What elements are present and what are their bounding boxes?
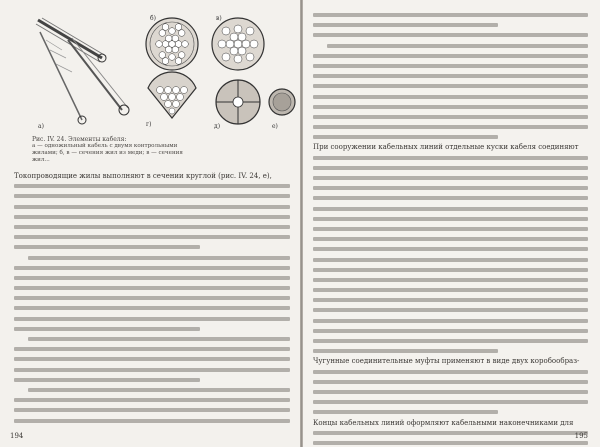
illegible-text-line bbox=[313, 153, 588, 163]
figure-label-a: а) bbox=[38, 123, 44, 130]
left-first-line: Токопроводящие жилы выполняют в сечении круглой (рис. IV. 24, е), bbox=[14, 172, 272, 180]
illegible-text-line bbox=[313, 204, 588, 214]
illegible-text-line bbox=[14, 293, 290, 303]
illegible-text-line bbox=[14, 314, 290, 324]
illegible-text-line bbox=[14, 354, 290, 364]
illegible-text-line bbox=[14, 181, 290, 191]
illegible-text-line bbox=[313, 407, 588, 417]
figure-label-b: б) bbox=[150, 15, 156, 22]
figure-label-e: е) bbox=[272, 123, 278, 130]
illegible-text-line bbox=[313, 244, 588, 254]
illegible-text-line bbox=[313, 112, 588, 122]
figure-label-d: д) bbox=[214, 123, 221, 130]
illegible-text-line bbox=[313, 387, 588, 397]
illegible-text-line bbox=[313, 71, 588, 81]
illegible-text-line bbox=[313, 92, 588, 102]
paragraph-start-kabelnye-linii: При сооружении кабельных линий отдельные куски кабеля соединяют bbox=[313, 143, 579, 152]
illegible-text-line bbox=[313, 20, 588, 30]
illegible-text-line bbox=[14, 395, 290, 405]
cable-longitudinal-view bbox=[36, 18, 129, 124]
illegible-text-line bbox=[14, 253, 290, 263]
right-page-number: 195 bbox=[574, 432, 588, 440]
illegible-text-line bbox=[313, 336, 588, 346]
figure-caption-title: Рис. IV. 24. Элементы кабеля: bbox=[32, 136, 127, 143]
illegible-text-line bbox=[313, 326, 588, 336]
illegible-text-line bbox=[313, 163, 588, 173]
illegible-text-line bbox=[14, 283, 290, 293]
illegible-text-line bbox=[313, 438, 588, 447]
figure-caption bbox=[32, 136, 190, 164]
solid-round-conductor bbox=[269, 89, 295, 115]
illegible-text-line bbox=[14, 385, 290, 395]
illegible-text-line bbox=[313, 61, 588, 71]
illegible-text-line bbox=[14, 191, 290, 201]
illegible-text-line bbox=[313, 234, 588, 244]
illegible-text-line bbox=[313, 81, 588, 91]
illegible-text-line bbox=[313, 305, 588, 315]
illegible-text-line bbox=[14, 212, 290, 222]
paragraph-start-kontsy-liniy: Концы кабельных линий оформляют кабельными наконечниками для bbox=[313, 418, 574, 427]
segmented-conductor bbox=[216, 80, 260, 124]
illegible-text-line bbox=[14, 334, 290, 344]
illegible-text-line bbox=[14, 344, 290, 354]
illegible-text-line bbox=[313, 183, 588, 193]
right-page bbox=[303, 0, 600, 447]
illegible-text-line bbox=[313, 346, 588, 356]
illegible-text-line bbox=[313, 265, 588, 275]
illegible-text-line bbox=[14, 365, 290, 375]
illegible-text-line bbox=[14, 202, 290, 212]
illegible-text-line bbox=[313, 30, 588, 40]
sector-conductor bbox=[148, 72, 196, 118]
illegible-text-line bbox=[313, 193, 588, 203]
cable-figure bbox=[32, 10, 290, 163]
illegible-text-line bbox=[313, 132, 588, 142]
left-page-body-text bbox=[14, 171, 290, 426]
stranded-round-conductor bbox=[146, 18, 198, 70]
illegible-text-line bbox=[313, 367, 588, 377]
illegible-text-line bbox=[313, 173, 588, 183]
illegible-text-line bbox=[313, 275, 588, 285]
illegible-text-line bbox=[14, 242, 290, 252]
illegible-text-line bbox=[313, 214, 588, 224]
right-page-body-text bbox=[313, 10, 588, 447]
figure-label-v: в) bbox=[216, 15, 222, 22]
illegible-text-line bbox=[313, 428, 588, 438]
illegible-text-line bbox=[313, 295, 588, 305]
illegible-text-line bbox=[313, 102, 588, 112]
illegible-text-line bbox=[313, 10, 588, 20]
illegible-text-line bbox=[313, 51, 588, 61]
illegible-text-line bbox=[14, 324, 290, 334]
stranded-conductor-second bbox=[212, 18, 264, 70]
figure-caption-body: а — одножильный кабель с двумя контрольными жилами; б, в — сечения жил из меди; в — сечения жил... bbox=[32, 143, 183, 163]
illegible-text-line bbox=[313, 122, 588, 132]
paragraph-start-chugunnye-mufty: Чугунные соединительные муфты применяют в виде двух коробообраз- bbox=[313, 357, 580, 366]
illegible-text-line bbox=[313, 224, 588, 234]
illegible-text-line bbox=[313, 397, 588, 407]
illegible-text-line bbox=[14, 263, 290, 273]
illegible-text-line bbox=[313, 285, 588, 295]
cable-cross-sections-illustration bbox=[32, 10, 300, 132]
illegible-text-line bbox=[14, 222, 290, 232]
illegible-text-line bbox=[14, 273, 290, 283]
illegible-text-line bbox=[14, 375, 290, 385]
illegible-text-line bbox=[14, 405, 290, 415]
illegible-text-line bbox=[14, 303, 290, 313]
figure-label-g: г) bbox=[146, 121, 152, 128]
illegible-text-line bbox=[14, 232, 290, 242]
illegible-text-line bbox=[313, 41, 588, 51]
illegible-text-line bbox=[313, 255, 588, 265]
illegible-text-line bbox=[14, 416, 290, 426]
left-page-number: 194 bbox=[10, 432, 24, 440]
illegible-text-line bbox=[313, 377, 588, 387]
illegible-text-line bbox=[313, 316, 588, 326]
